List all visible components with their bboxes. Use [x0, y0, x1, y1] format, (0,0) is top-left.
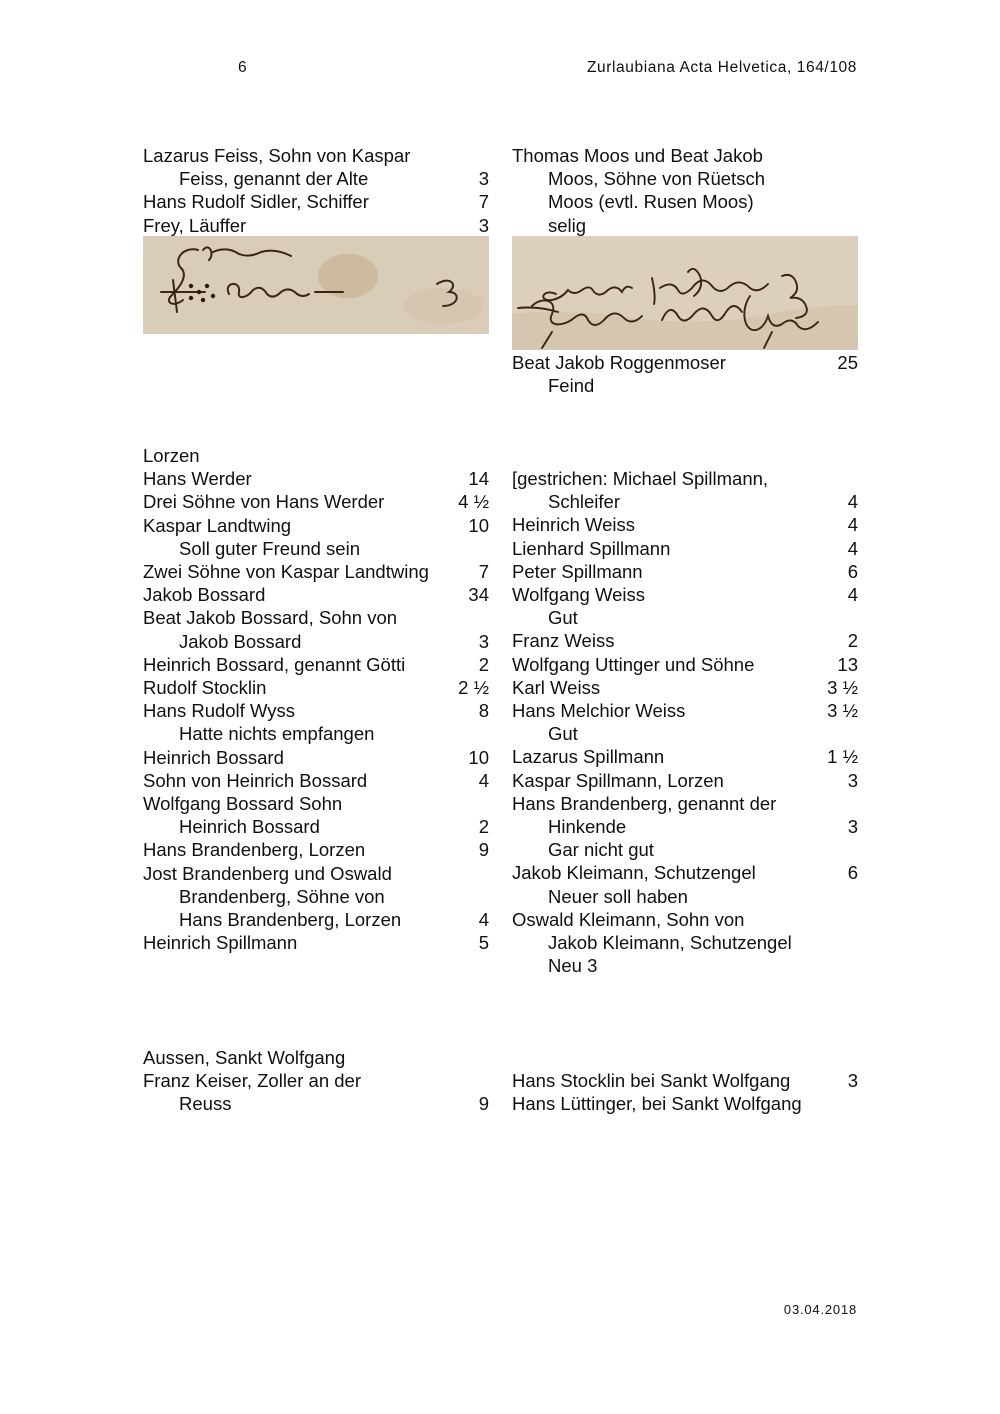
entry-row — [143, 190, 489, 213]
entry-row — [143, 630, 489, 653]
entry-name: Gar nicht gut — [548, 839, 654, 861]
entry-name: Rudolf Stocklin — [143, 677, 267, 699]
entry-row — [143, 583, 489, 606]
entry-row — [512, 792, 858, 815]
entry-value: 3 — [478, 168, 489, 190]
entry-value: 3 — [847, 1070, 858, 1091]
entry-row — [143, 490, 489, 513]
entry-value: 2 — [478, 816, 489, 838]
entry-value — [852, 374, 858, 397]
entry-name: Franz Weiss — [512, 630, 615, 652]
entry-value: 4 — [847, 584, 858, 606]
entry-name: Beat Jakob Roggenmoser — [512, 352, 726, 373]
entry-name: Peter Spillmann — [512, 560, 643, 582]
entry-name: Oswald Kleimann, Sohn von — [512, 908, 745, 930]
entry-value — [852, 1092, 858, 1115]
entry-name: Hans Rudolf Sidler, Schiffer — [143, 191, 369, 213]
entry-value — [852, 954, 858, 977]
entry-row — [512, 537, 858, 560]
entry-name: selig — [548, 214, 587, 236]
entry-row — [143, 214, 489, 237]
entry-value: 25 — [837, 352, 858, 373]
entry-value — [483, 1069, 489, 1092]
entry-value: 7 — [478, 561, 489, 583]
entry-value: 7 — [478, 191, 489, 213]
entry-row — [143, 514, 489, 537]
entry-value: 2 — [478, 653, 489, 675]
entry-name: [gestrichen: Michael Spillmann, — [512, 468, 769, 489]
entry-row — [143, 537, 489, 560]
entry-row — [512, 467, 858, 490]
entry-row — [512, 190, 858, 213]
entry-row — [143, 676, 489, 699]
entry-name: Heinrich Spillmann — [143, 932, 298, 954]
entry-name: Hans Brandenberg, Lorzen — [143, 839, 366, 861]
entry-value — [852, 931, 858, 954]
entry-name: Lazarus Spillmann — [512, 746, 665, 768]
entry-value: 3 — [847, 816, 858, 838]
entry-value — [852, 792, 858, 815]
entry-row — [143, 1069, 489, 1092]
entry-name: Jost Brandenberg und Oswald — [143, 862, 392, 884]
entry-name: Hans Werder — [143, 468, 252, 490]
entry-value — [852, 167, 858, 190]
entry-name: Lazarus Feiss, Sohn von Kaspar — [143, 145, 411, 166]
entry-name: Karl Weiss — [512, 676, 601, 698]
entry-name: Drei Söhne von Hans Werder — [143, 491, 385, 513]
entry-row — [143, 606, 489, 629]
entry-name: Soll guter Freund sein — [179, 537, 360, 559]
entry-name: Jakob Bossard — [179, 630, 302, 652]
entry-value — [483, 722, 489, 745]
entry-row — [143, 769, 489, 792]
entry-name: Gut — [548, 607, 578, 629]
entry-row — [512, 629, 858, 652]
block1-right-list — [512, 144, 858, 237]
entry-value — [852, 722, 858, 745]
entry-value — [852, 838, 858, 861]
entry-name: Lienhard Spillmann — [512, 537, 671, 559]
block1-right-after-image-list — [512, 351, 858, 397]
entry-row — [512, 931, 858, 954]
entry-value: 3 ½ — [827, 676, 858, 698]
entry-name: Hans Brandenberg, Lorzen — [179, 909, 402, 931]
entry-row — [143, 838, 489, 861]
entry-value: 3 — [478, 630, 489, 652]
entry-row — [512, 653, 858, 676]
entry-name: Hinkende — [548, 816, 627, 838]
entry-value — [852, 908, 858, 931]
entry-row — [512, 513, 858, 536]
entry-value: 3 — [478, 214, 489, 236]
entry-value: 9 — [478, 839, 489, 861]
entry-name: Franz Keiser, Zoller an der — [143, 1070, 361, 1092]
entry-row — [143, 792, 489, 815]
entry-name: Wolfgang Bossard Sohn — [143, 793, 343, 815]
entry-value: 10 — [468, 514, 489, 536]
entry-value — [483, 537, 489, 560]
archive-reference: Zurlaubiana Acta Helvetica, 164/108 — [586, 59, 857, 76]
entry-name: Reuss — [179, 1093, 232, 1115]
entry-value: 13 — [837, 653, 858, 675]
entry-row — [143, 746, 489, 769]
entry-value — [852, 190, 858, 213]
entry-row — [512, 838, 858, 861]
aussen-left-list — [143, 1069, 489, 1115]
entry-name: Kaspar Landtwing — [143, 514, 292, 536]
entry-row — [512, 722, 858, 745]
entry-name: Feiss, genannt der Alte — [179, 168, 369, 190]
entry-value: 4 — [478, 909, 489, 931]
entry-name: Wolfgang Weiss — [512, 584, 645, 606]
entry-row — [512, 144, 858, 167]
entry-row — [512, 606, 858, 629]
entry-row — [143, 722, 489, 745]
entry-value: 4 — [847, 491, 858, 513]
entry-name: Frey, Läuffer — [143, 214, 247, 236]
entry-row — [512, 769, 858, 792]
entry-row — [512, 1069, 858, 1092]
entry-value: 10 — [468, 746, 489, 768]
section-aussen — [143, 1046, 489, 1116]
entry-value — [483, 606, 489, 629]
entry-name: Wolfgang Uttinger und Söhne — [512, 653, 755, 675]
entry-name: Hans Rudolf Wyss — [143, 700, 295, 722]
entry-name: Jakob Bossard — [143, 584, 266, 606]
entry-name: Heinrich Bossard — [143, 746, 284, 768]
entry-row — [143, 653, 489, 676]
entry-row — [143, 815, 489, 838]
entry-row — [512, 351, 858, 374]
entry-value — [483, 885, 489, 908]
entry-name: Heinrich Bossard — [179, 816, 320, 838]
entry-value: 6 — [847, 560, 858, 582]
entry-value: 5 — [478, 932, 489, 954]
document-date: 03.04.2018 — [783, 1302, 857, 1317]
page-number: 6 — [238, 59, 248, 76]
section-lorzen — [143, 444, 489, 954]
entry-value: 4 — [847, 537, 858, 559]
entry-value: 2 — [847, 630, 858, 652]
entry-value: 4 — [847, 514, 858, 536]
entry-name: Feind — [548, 375, 595, 397]
entry-name: Hans Melchior Weiss — [512, 700, 686, 722]
entry-name: Thomas Moos und Beat Jakob — [512, 145, 763, 166]
entry-name: Hans Stocklin bei Sankt Wolfgang — [512, 1070, 791, 1091]
entry-row — [512, 954, 858, 977]
entry-value — [852, 144, 858, 167]
entry-name: Moos (evtl. Rusen Moos) — [548, 191, 754, 213]
entry-row — [512, 676, 858, 699]
entry-row — [512, 1092, 858, 1115]
entry-value — [852, 467, 858, 490]
entry-name: Gut — [548, 723, 578, 745]
entry-row — [512, 861, 858, 884]
lorzen-right-list — [512, 467, 858, 977]
entry-row — [512, 167, 858, 190]
entry-row — [512, 214, 858, 237]
entry-name: Moos, Söhne von Rüetsch — [548, 168, 765, 190]
entry-name: Jakob Kleimann, Schutzengel — [548, 932, 792, 954]
entry-value — [852, 214, 858, 237]
section-heading-aussen: Aussen, Sankt Wolfgang — [143, 1047, 346, 1068]
entry-name: Heinrich Bossard, genannt Götti — [143, 653, 406, 675]
entry-name: Jakob Kleimann, Schutzengel — [512, 862, 756, 884]
entry-row — [143, 167, 489, 190]
entry-row — [512, 885, 858, 908]
entry-name: Hatte nichts empfangen — [179, 723, 375, 745]
entry-row — [512, 560, 858, 583]
entry-value: 2 ½ — [458, 677, 489, 699]
entry-value: 4 — [478, 769, 489, 791]
entry-value: 34 — [468, 584, 489, 606]
aussen-right-list — [512, 1069, 858, 1115]
manuscript-scan-right — [512, 236, 858, 350]
entry-value: 6 — [847, 862, 858, 884]
entry-row — [512, 815, 858, 838]
lorzen-left-list — [143, 467, 489, 954]
entry-row — [143, 1092, 489, 1115]
entry-name: Sohn von Heinrich Bossard — [143, 769, 368, 791]
entry-row — [143, 560, 489, 583]
entry-value: 4 ½ — [458, 491, 489, 513]
entry-row — [512, 490, 858, 513]
entry-row — [512, 745, 858, 768]
entry-value: 14 — [468, 468, 489, 490]
entry-name: Hans Lüttinger, bei Sankt Wolfgang — [512, 1093, 802, 1115]
entry-name: Hans Brandenberg, genannt der — [512, 792, 777, 814]
entry-value — [483, 862, 489, 885]
entry-row — [512, 699, 858, 722]
entry-row — [143, 144, 489, 167]
entry-name: Neuer soll haben — [548, 885, 688, 907]
entry-value — [483, 144, 489, 167]
entry-row — [143, 467, 489, 490]
entry-row — [512, 583, 858, 606]
manuscript-scan-left — [143, 236, 489, 334]
entry-name: Brandenberg, Söhne von — [179, 885, 385, 907]
entry-value: 1 ½ — [827, 746, 858, 768]
entry-name: Heinrich Weiss — [512, 514, 636, 536]
entry-row — [143, 699, 489, 722]
block1-left-list — [143, 144, 489, 237]
entry-value: 3 — [847, 769, 858, 791]
entry-row — [143, 885, 489, 908]
entry-name: Beat Jakob Bossard, Sohn von — [143, 607, 398, 629]
entry-name: Zwei Söhne von Kaspar Landtwing — [143, 561, 429, 583]
entry-name: Schleifer — [548, 491, 620, 513]
entry-row — [512, 374, 858, 397]
entry-name: Neu 3 — [548, 955, 598, 977]
section-heading-lorzen: Lorzen — [143, 445, 200, 466]
entry-row — [143, 931, 489, 954]
entry-name: Kaspar Spillmann, Lorzen — [512, 769, 724, 791]
entry-row — [143, 862, 489, 885]
entry-row — [143, 908, 489, 931]
entry-value: 8 — [478, 700, 489, 722]
entry-value — [483, 792, 489, 815]
entry-value: 9 — [478, 1093, 489, 1115]
entry-value — [852, 885, 858, 908]
entry-value: 3 ½ — [827, 700, 858, 722]
entry-value — [852, 606, 858, 629]
entry-row — [512, 908, 858, 931]
